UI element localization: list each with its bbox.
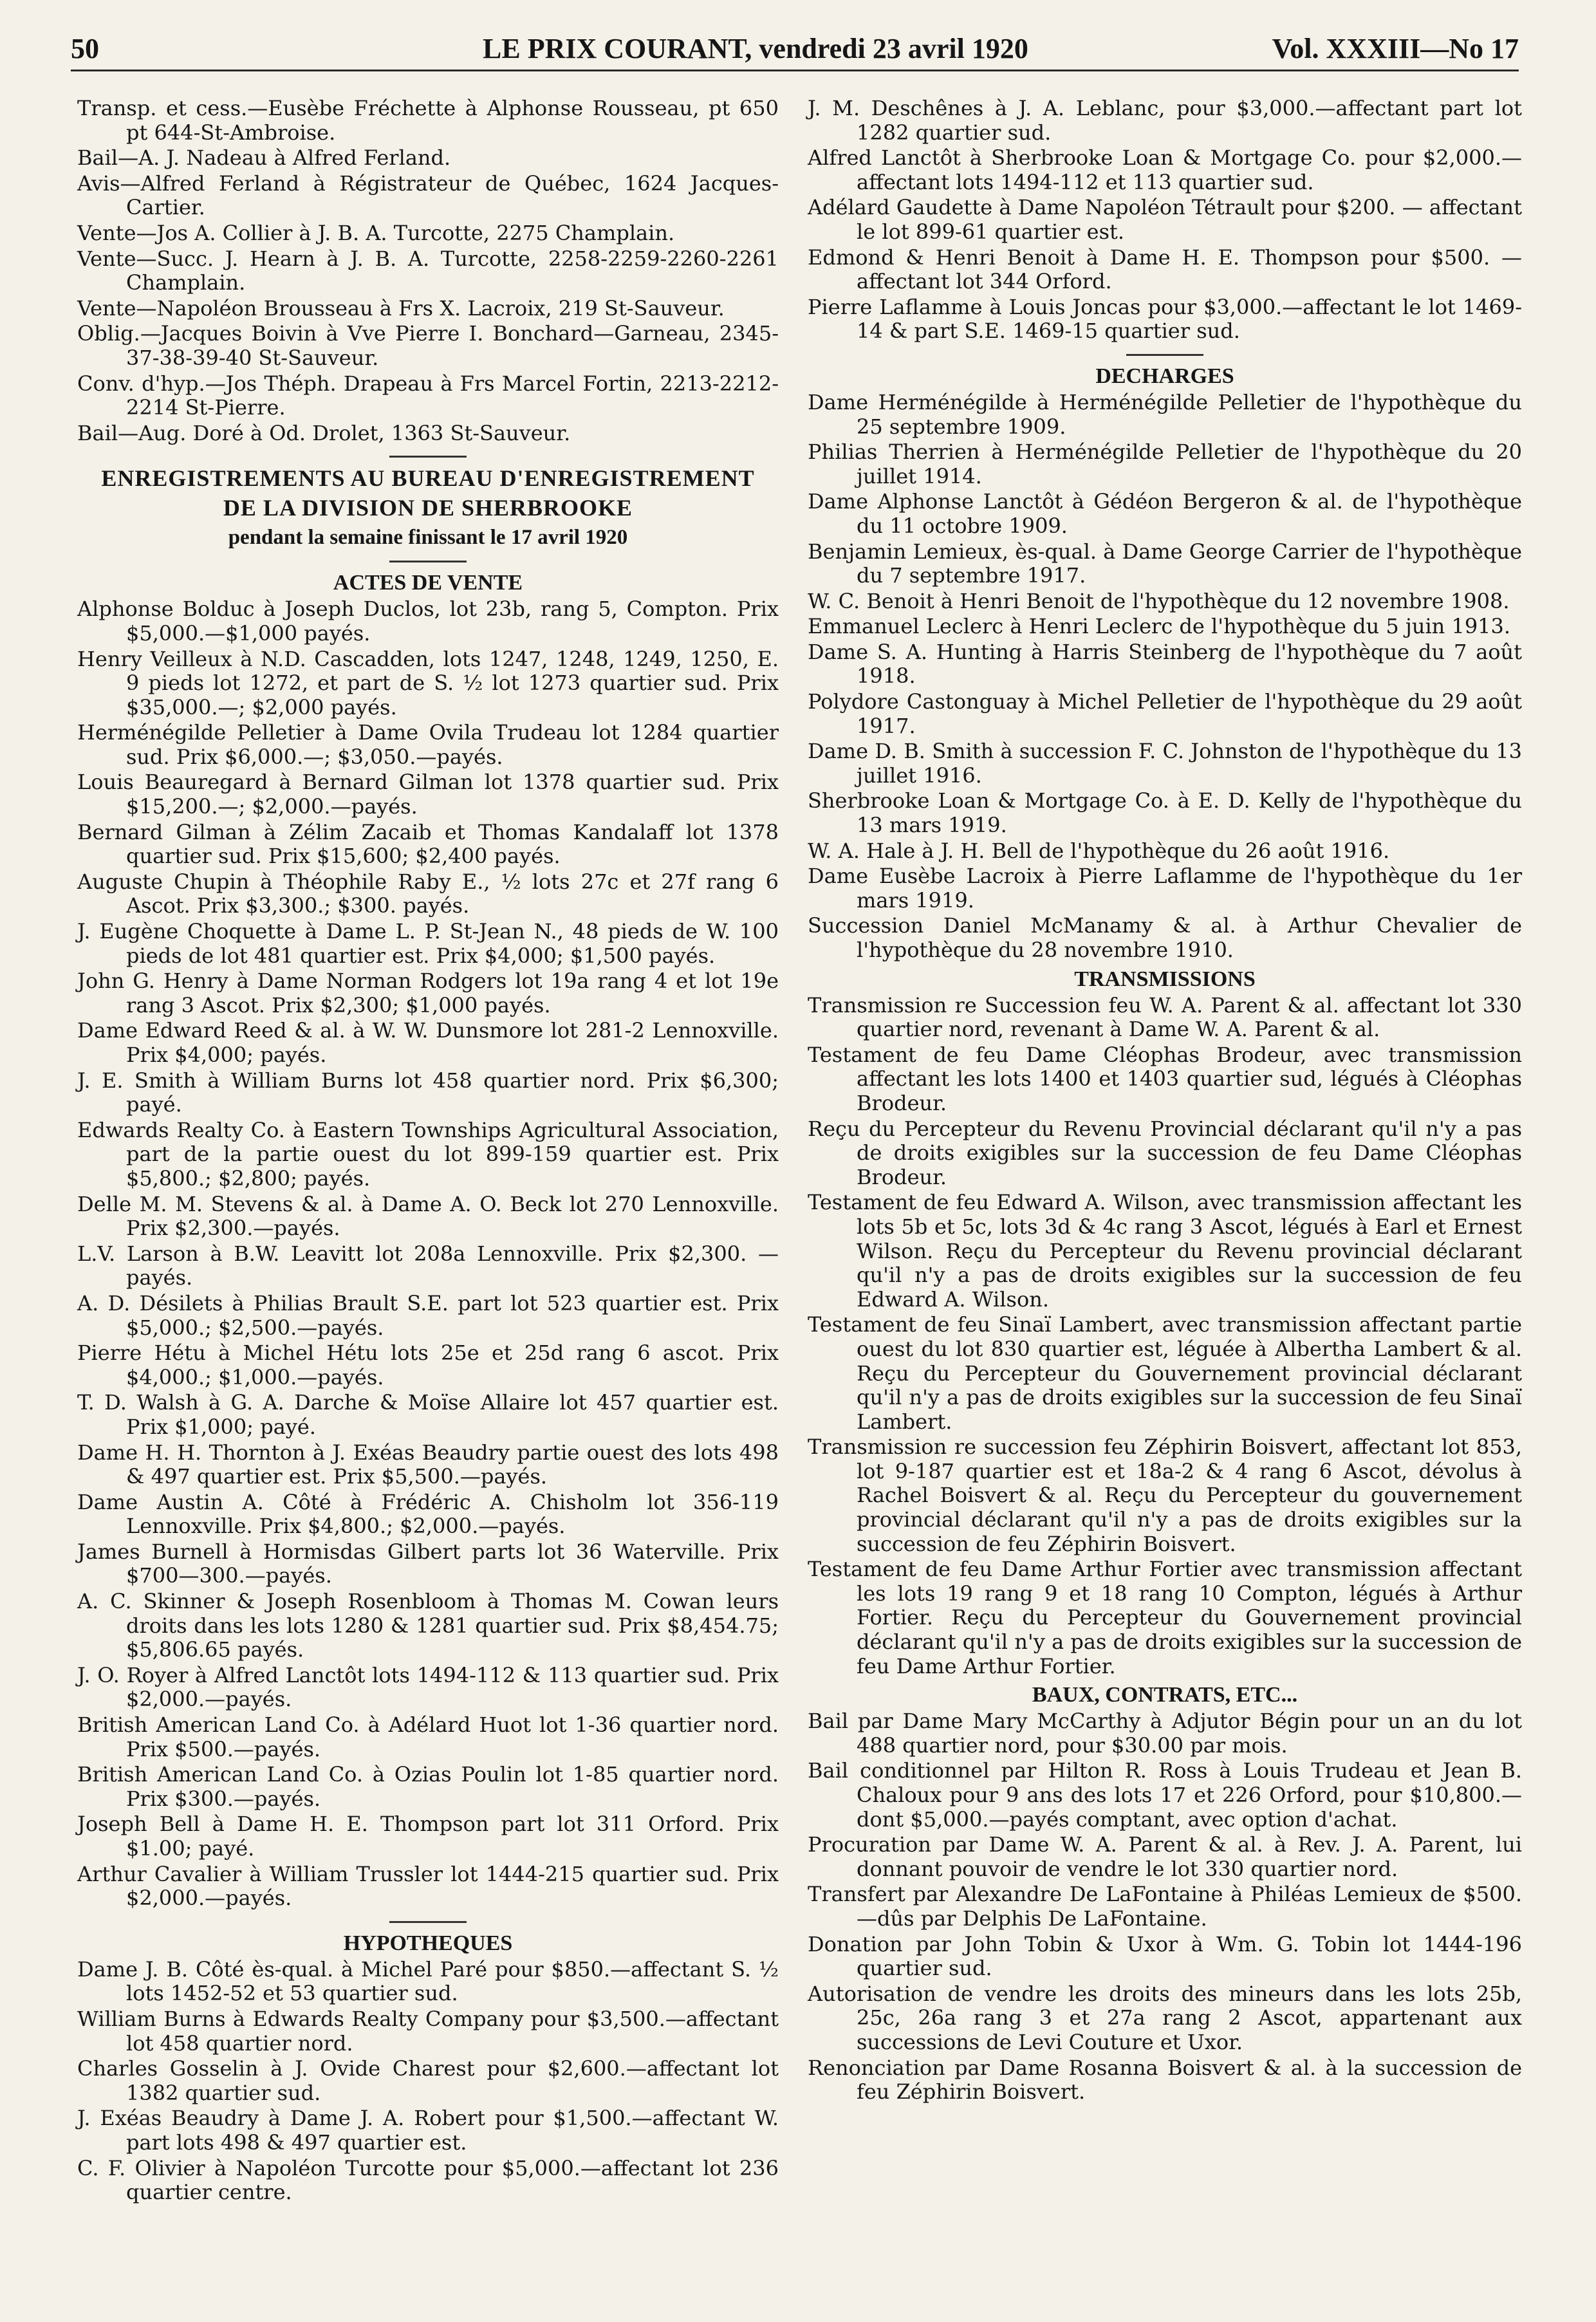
hypotheques-continued-list: [808, 97, 1522, 344]
acte-de-vente-entry: Joseph Bell à Dame H. E. Thompson part lot 311 Orford. Prix $1.00; payé.: [77, 1812, 779, 1861]
decharge-entry: Succession Daniel McManamy & al. à Arthur Chevalier de l'hypothèque du 28 novembre 1910.: [808, 913, 1522, 962]
transmission-entry: Testament de feu Dame Arthur Fortier avec transmission affectant les lots 19 rang 9 et 18 rang 10 Compton, légués à Arthur Fortier. Reçu du Percepteur du Gouvernement provincial déclarant qu'il n'y a pas de droits exigibles sur la succession de feu Dame Arthur Fortier.: [808, 1557, 1522, 1678]
transmission-entry: Transmission re succession feu Zéphirin Boisvert, affectant lot 853, lot 9-187 quartier est et 18a-2 & 4 rang 6 Ascot, dévolus à Rachel Boisvert & al. Reçu du Percepteur du gouvernement provincial déclarant qu'il n'y a pas de droits exigibles sur la succession de feu Zéphirin Boisvert.: [808, 1435, 1522, 1556]
acte-de-vente-entry: T. D. Walsh à G. A. Darche & Moïse Allaire lot 457 quartier est. Prix $1,000; payé.: [77, 1390, 779, 1439]
section-subtitle: pendant la semaine finissant le 17 avril 1920: [228, 526, 628, 550]
header-rule: [71, 70, 1519, 71]
acte-de-vente-entry: J. Eugène Choquette à Dame L. P. St-Jean N., 48 pieds de W. 100 pieds de lot 481 quartier est. Prix $4,000; $1,500 payés.: [77, 919, 779, 968]
decharge-entry: Emmanuel Leclerc à Henri Leclerc de l'hypothèque du 5 juin 1913.: [808, 614, 1511, 639]
acte-de-vente-entry: A. D. Désilets à Philias Brault S.E. part lot 523 quartier est. Prix $5,000.; $2,500.—payés.: [77, 1290, 779, 1340]
acte-de-vente-entry: Dame H. H. Thornton à J. Exéas Beaudry partie ouest des lots 498 & 497 quartier est. Prix $5,500.—payés.: [77, 1440, 779, 1489]
left-column: [77, 97, 779, 2283]
hypotheque-entry: J. M. Deschênes à J. A. Leblanc, pour $3,000.—affectant part lot 1282 quartier sud.: [808, 96, 1522, 145]
acte-de-vente-entry: Henry Veilleux à N.D. Cascadden, lots 1247, 1248, 1249, 1250, E. 9 pieds lot 1272, et part de S. ½ lot 1273 quartier sud. Prix $35,000.—; $2,000 payés.: [77, 646, 779, 720]
bail-contrat-entry: Bail conditionnel par Hilton R. Ross à Louis Trudeau et Jean B. Chaloux pour 9 ans des lots 17 et 226 Orford, pour $10,800.—dont $5,000.—payés comptant, avec option d'achat.: [808, 1758, 1522, 1832]
hypotheque-entry: Edmond & Henri Benoit à Dame H. E. Thompson pour $500. — affectant lot 344 Orford.: [808, 245, 1522, 294]
bail-contrat-entry: Bail par Dame Mary McCarthy à Adjutor Bégin pour un an du lot 488 quartier nord, pour $30.00 par mois.: [808, 1709, 1522, 1758]
hypotheques-list: [77, 1958, 779, 2205]
newspaper-title: LE PRIX COURANT, vendredi 23 avril 1920: [483, 33, 1028, 64]
decharge-entry: Philias Therrien à Herménégilde Pelletier de l'hypothèque du 20 juillet 1914.: [808, 440, 1522, 488]
baux-contrats-list: [808, 1709, 1522, 2104]
hypotheque-entry: Dame J. B. Côté ès-qual. à Michel Paré pour $850.—affectant S. ½ lots 1452-52 et 53 quartier sud.: [77, 1956, 779, 2006]
right-column: [808, 97, 1522, 2283]
transmission-entry: Testament de feu Edward A. Wilson, avec transmission affectant les lots 5b et 5c, lots 3d & 4c rang 3 Ascot, légués à Earl et Ernest Wilson. Reçu du Percepteur du Revenu provincial déclarant qu'il n'y a pas de droits exigibles sur la succession de feu Edward A. Wilson.: [808, 1190, 1522, 1312]
decharge-entry: Dame Alphonse Lanctôt à Gédéon Bergeron & al. de l'hypothèque du 11 octobre 1909.: [808, 489, 1522, 538]
section-divider: [389, 1921, 467, 1923]
section-title: ENREGISTREMENTS AU BUREAU D'ENREGISTREMENT: [101, 465, 755, 492]
quebec-entries-list: [77, 97, 779, 445]
section-divider: [389, 561, 467, 562]
acte-de-vente-entry: Bernard Gilman à Zélim Zacaib et Thomas Kandalaff lot 1378 quartier sud. Prix $15,600; $2,400 payés.: [77, 819, 779, 869]
hypotheque-entry: William Burns à Edwards Realty Company pour $3,500.—affectant lot 458 quartier nord.: [77, 2006, 779, 2056]
hypotheque-entry: Pierre Laflamme à Louis Joncas pour $3,000.—affectant le lot 1469-14 & part S.E. 1469-15 quartier sud.: [808, 294, 1522, 344]
decharges-heading: DECHARGES: [1095, 364, 1234, 388]
transmissions-list: [808, 994, 1522, 1679]
registry-entry: Bail—A. J. Nadeau à Alfred Ferland.: [77, 145, 451, 171]
bail-contrat-entry: Autorisation de vendre les droits des mineurs dans les lots 25b, 25c, 26a rang 3 et 27a rang 2 Ascot, appartenant aux successions de Levi Couture et Uxor.: [808, 1981, 1522, 2054]
bail-contrat-entry: Donation par John Tobin & Uxor à Wm. G. Tobin lot 1444-196 quartier sud.: [808, 1931, 1522, 1981]
bail-contrat-entry: Transfert par Alexandre De LaFontaine à Philéas Lemieux de $500.—dûs par Delphis De LaFontaine.: [808, 1882, 1522, 1931]
hypotheque-entry: J. Exéas Beaudry à Dame J. A. Robert pour $1,500.—affectant W. part lots 498 & 497 quartier est.: [77, 2106, 779, 2155]
acte-de-vente-entry: A. C. Skinner & Joseph Rosenbloom à Thomas M. Cowan leurs droits dans les lots 1280 & 1281 quartier sud. Prix $8,454.75; $5,806.65 payés.: [77, 1589, 779, 1662]
registry-entry: Bail—Aug. Doré à Od. Drolet, 1363 St-Sauveur.: [77, 420, 571, 445]
acte-de-vente-entry: Delle M. M. Stevens & al. à Dame A. O. Beck lot 270 Lennoxville. Prix $2,300.—payés.: [77, 1191, 779, 1241]
registry-entry: Vente—Succ. J. Hearn à J. B. A. Turcotte, 2258-2259-2260-2261 Champlain.: [77, 246, 779, 295]
transmissions-heading: TRANSMISSIONS: [1074, 967, 1256, 991]
bail-contrat-entry: Renonciation par Dame Rosanna Boisvert & al. à la succession de feu Zéphirin Boisvert.: [808, 2055, 1522, 2104]
section-divider: [1126, 354, 1203, 356]
decharge-entry: W. C. Benoit à Henri Benoit de l'hypothèque du 12 novembre 1908.: [808, 588, 1510, 613]
page-number: 50: [71, 33, 99, 64]
transmission-entry: Testament de feu Dame Cléophas Brodeur, avec transmission affectant les lots 1400 et 1403 quartier sud, légués à Cléophas Brodeur.: [808, 1042, 1522, 1115]
registry-entry: Conv. d'hyp.—Jos Théph. Drapeau à Frs Marcel Fortin, 2213-2212-2214 St-Pierre.: [77, 371, 779, 420]
hypotheque-entry: C. F. Olivier à Napoléon Turcotte pour $5,000.—affectant lot 236 quartier centre.: [77, 2155, 779, 2205]
acte-de-vente-entry: British American Land Co. à Ozias Poulin lot 1-85 quartier nord. Prix $300.—payés.: [77, 1762, 779, 1811]
decharge-entry: Polydore Castonguay à Michel Pelletier de l'hypothèque du 29 août 1917.: [808, 689, 1522, 738]
section-divider: [389, 456, 467, 458]
acte-de-vente-entry: Dame Austin A. Côté à Frédéric A. Chisholm lot 356-119 Lennoxville. Prix $4,800.; $2,000.—payés.: [77, 1489, 779, 1539]
volume-number: Vol. XXXIII—No 17: [1272, 33, 1519, 64]
decharge-entry: W. A. Hale à J. H. Bell de l'hypothèque du 26 août 1916.: [808, 838, 1390, 863]
decharge-entry: Dame Eusèbe Lacroix à Pierre Laflamme de l'hypothèque du 1er mars 1919.: [808, 864, 1522, 913]
acte-de-vente-entry: L.V. Larson à B.W. Leavitt lot 208a Lennoxville. Prix $2,300. —payés.: [77, 1241, 779, 1290]
decharge-entry: Sherbrooke Loan & Mortgage Co. à E. D. Kelly de l'hypothèque du 13 mars 1919.: [808, 788, 1522, 838]
decharge-entry: Dame Herménégilde à Herménégilde Pelletier de l'hypothèque du 25 septembre 1909.: [808, 389, 1522, 439]
baux-contrats-heading: BAUX, CONTRATS, ETC...: [1032, 1683, 1298, 1707]
transmission-entry: Transmission re Succession feu W. A. Parent & al. affectant lot 330 quartier nord, revenant à Dame W. A. Parent & al.: [808, 992, 1522, 1042]
registry-entry: Avis—Alfred Ferland à Régistrateur de Québec, 1624 Jacques-Cartier.: [77, 171, 779, 220]
decharges-list: [808, 391, 1522, 963]
hypotheque-entry: Charles Gosselin à J. Ovide Charest pour $2,600.—affectant lot 1382 quartier sud.: [77, 2056, 779, 2105]
acte-de-vente-entry: Dame Edward Reed & al. à W. W. Dunsmore lot 281-2 Lennoxville. Prix $4,000; payés.: [77, 1018, 779, 1067]
hypotheque-entry: Adélard Gaudette à Dame Napoléon Tétrault pour $200. — affectant le lot 899-61 quartier est.: [808, 195, 1522, 244]
registry-entry: Vente—Jos A. Collier à J. B. A. Turcotte, 2275 Champlain.: [77, 220, 675, 245]
actes-de-vente-heading: ACTES DE VENTE: [333, 571, 523, 595]
acte-de-vente-entry: Edwards Realty Co. à Eastern Townships Agricultural Association, part de la partie ouest du lot 899-159 quartier est. Prix $5,800.; $2,800; payés.: [77, 1117, 779, 1191]
registry-entry: Vente—Napoléon Brousseau à Frs X. Lacroix, 219 St-Sauveur.: [77, 295, 725, 320]
registry-entry: Transp. et cess.—Eusèbe Fréchette à Alphonse Rousseau, pt 650 pt 644-St-Ambroise.: [77, 96, 779, 145]
transmission-entry: Reçu du Percepteur du Revenu Provincial déclarant qu'il n'y a pas de droits exigibles sur la succession de feu Dame Cléophas Brodeur.: [808, 1116, 1522, 1189]
decharge-entry: Dame S. A. Hunting à Harris Steinberg de l'hypothèque du 7 août 1918.: [808, 639, 1522, 689]
transmission-entry: Testament de feu Sinaï Lambert, avec transmission affectant partie ouest du lot 830 quartier est, léguée à Albertha Lambert & al. Reçu du Percepteur du Gouvernement provincial déclarant qu'il n'y a pas de droits exigibles sur la succession de feu Sinaï Lambert.: [808, 1312, 1522, 1434]
bail-contrat-entry: Procuration par Dame W. A. Parent & al. à Rev. J. A. Parent, lui donnant pouvoir de vendre le lot 330 quartier nord.: [808, 1832, 1522, 1881]
acte-de-vente-entry: John G. Henry à Dame Norman Rodgers lot 19a rang 4 et lot 19e rang 3 Ascot. Prix $2,300; $1,000 payés.: [77, 969, 779, 1017]
acte-de-vente-entry: J. O. Royer à Alfred Lanctôt lots 1494-112 & 113 quartier sud. Prix $2,000.—payés.: [77, 1662, 779, 1712]
hypotheques-heading: HYPOTHEQUES: [343, 1931, 513, 1955]
acte-de-vente-entry: James Burnell à Hormisdas Gilbert parts lot 36 Waterville. Prix $700—300.—payés.: [77, 1539, 779, 1588]
acte-de-vente-entry: Arthur Cavalier à William Trussler lot 1444-215 quartier sud. Prix $2,000.—payés.: [77, 1861, 779, 1911]
actes-de-vente-list: [77, 597, 779, 1910]
decharge-entry: Dame D. B. Smith à succession F. C. Johnston de l'hypothèque du 13 juillet 1916.: [808, 739, 1522, 788]
acte-de-vente-entry: Herménégilde Pelletier à Dame Ovila Trudeau lot 1284 quartier sud. Prix $6,000.—; $3,050.—payés.: [77, 720, 779, 769]
decharge-entry: Benjamin Lemieux, ès-qual. à Dame George Carrier de l'hypothèque du 7 septembre 1917.: [808, 539, 1522, 588]
registry-entry: Oblig.—Jacques Boivin à Vve Pierre I. Bonchard—Garneau, 2345-37-38-39-40 St-Sauveur.: [77, 321, 779, 370]
acte-de-vente-entry: Louis Beauregard à Bernard Gilman lot 1378 quartier sud. Prix $15,200.—; $2,000.—payés.: [77, 770, 779, 819]
acte-de-vente-entry: Alphonse Bolduc à Joseph Duclos, lot 23b, rang 5, Compton. Prix $5,000.—$1,000 payés.: [77, 597, 779, 646]
acte-de-vente-entry: Auguste Chupin à Théophile Raby E., ½ lots 27c et 27f rang 6 Ascot. Prix $3,300.; $300. payés.: [77, 869, 779, 918]
acte-de-vente-entry: Pierre Hétu à Michel Hétu lots 25e et 25d rang 6 ascot. Prix $4,000.; $1,000.—payés.: [77, 1341, 779, 1389]
acte-de-vente-entry: J. E. Smith à William Burns lot 458 quartier nord. Prix $6,300; payé.: [77, 1068, 779, 1117]
section-title-division: DE LA DIVISION DE SHERBROOKE: [223, 495, 633, 521]
page-header: [71, 26, 1519, 71]
hypotheque-entry: Alfred Lanctôt à Sherbrooke Loan & Mortgage Co. pour $2,000.—affectant lots 1494-112 et 113 quartier sud.: [808, 145, 1522, 194]
acte-de-vente-entry: British American Land Co. à Adélard Huot lot 1-36 quartier nord. Prix $500.—payés.: [77, 1713, 779, 1761]
